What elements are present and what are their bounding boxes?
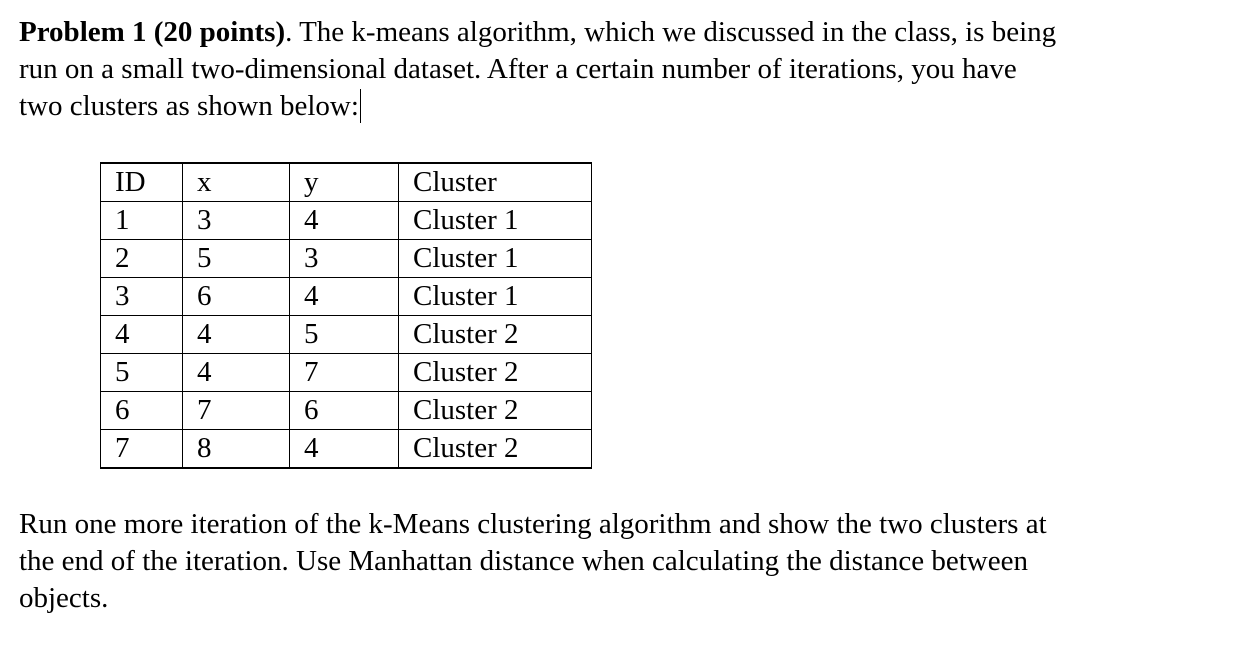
- problem-heading: Problem 1 (20 points): [19, 16, 286, 48]
- table-row: [101, 354, 592, 392]
- intro-text-1: . The k-means algorithm, which we discussed in the class, is being: [285, 16, 1057, 48]
- header-id: ID: [101, 163, 183, 202]
- cell-y: 7: [290, 354, 399, 392]
- cell-y: 4: [290, 202, 399, 240]
- cell-cluster: Cluster 1: [399, 278, 592, 316]
- cell-y: 6: [290, 392, 399, 430]
- cell-cluster: Cluster 2: [399, 316, 592, 354]
- cell-cluster: Cluster 2: [399, 392, 592, 430]
- cell-id: 1: [101, 202, 183, 240]
- task-line-1: Run one more iteration of the k-Means clustering algorithm and show the two clusters at: [19, 508, 1047, 540]
- intro-line-1: [19, 14, 1219, 51]
- cell-id: 3: [101, 278, 183, 316]
- cell-x: 4: [183, 354, 290, 392]
- cell-x: 8: [183, 430, 290, 469]
- task-line-3: objects.: [19, 582, 109, 614]
- table-row: [101, 392, 592, 430]
- table-row: [101, 240, 592, 278]
- cell-y: 3: [290, 240, 399, 278]
- intro-line-2: run on a small two-dimensional dataset. After a certain number of iterations, you have: [19, 53, 1017, 85]
- cell-cluster: Cluster 2: [399, 430, 592, 469]
- table-row: [101, 202, 592, 240]
- text-cursor: [360, 89, 361, 123]
- dataset-table: [100, 162, 592, 469]
- intro-text-3: two clusters as shown below:: [19, 90, 359, 122]
- cell-id: 6: [101, 392, 183, 430]
- cell-x: 6: [183, 278, 290, 316]
- header-x: x: [183, 163, 290, 202]
- intro-line-3: [19, 88, 1219, 125]
- cell-y: 5: [290, 316, 399, 354]
- cell-id: 5: [101, 354, 183, 392]
- cell-x: 5: [183, 240, 290, 278]
- table-row: [101, 316, 592, 354]
- cell-id: 2: [101, 240, 183, 278]
- cell-x: 7: [183, 392, 290, 430]
- problem-statement: [19, 14, 1219, 125]
- cell-cluster: Cluster 2: [399, 354, 592, 392]
- cell-x: 4: [183, 316, 290, 354]
- header-y: y: [290, 163, 399, 202]
- cell-y: 4: [290, 430, 399, 469]
- table-header-row: [101, 163, 592, 202]
- cell-cluster: Cluster 1: [399, 240, 592, 278]
- cell-y: 4: [290, 278, 399, 316]
- cell-x: 3: [183, 202, 290, 240]
- table-row: [101, 278, 592, 316]
- task-line-2: the end of the iteration. Use Manhattan distance when calculating the distance between: [19, 545, 1028, 577]
- header-cluster: Cluster: [399, 163, 592, 202]
- task-statement: [19, 506, 1219, 617]
- table-row: [101, 430, 592, 469]
- cell-id: 4: [101, 316, 183, 354]
- cell-id: 7: [101, 430, 183, 469]
- cell-cluster: Cluster 1: [399, 202, 592, 240]
